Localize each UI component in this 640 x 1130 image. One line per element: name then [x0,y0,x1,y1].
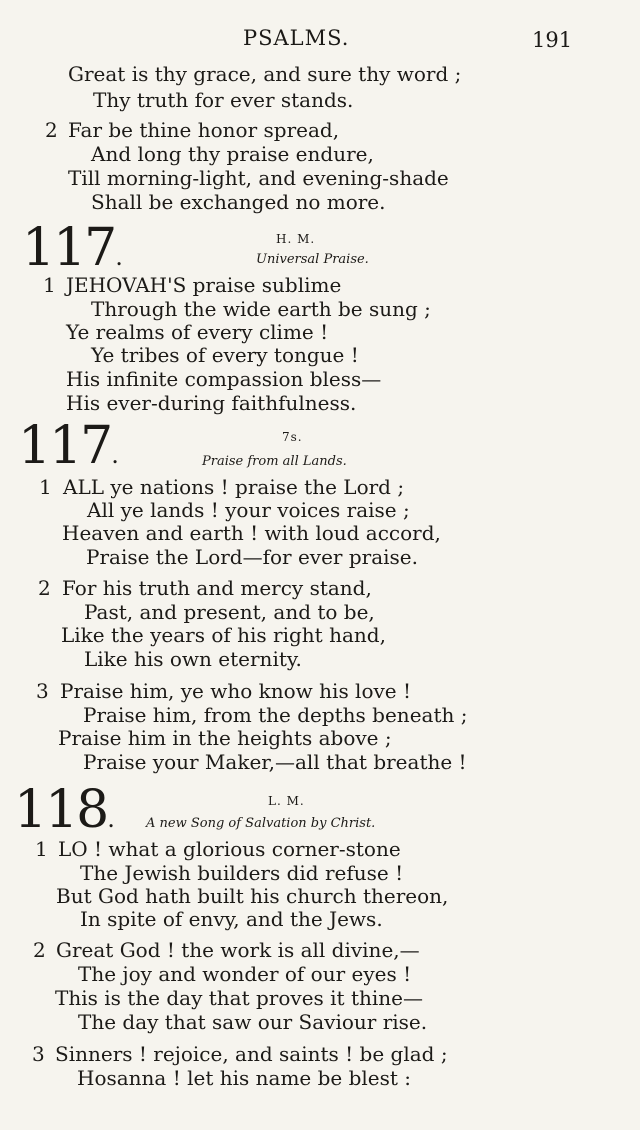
verse-line: Praise him, from the depths beneath ; [83,703,468,727]
verse-line: Hosanna ! let his name be blest : [77,1066,412,1090]
verse-line: Great is thy grace, and sure thy word ; [68,62,462,86]
stanza-number: 3 [32,1042,45,1066]
verse-line: Like the years of his right hand, [61,623,386,647]
hymn-meter: 7s. [282,430,303,444]
verse-line: Shall be exchanged no more. [91,190,386,214]
stanza-number: 1 [39,475,52,499]
running-title: PSALMS. [243,26,350,50]
verse-line: Through the wide earth be sung ; [91,297,431,321]
verse-line: And long thy praise endure, [91,142,374,166]
verse-line: Ye tribes of every tongue ! [91,343,359,367]
verse-line: Praise him in the heights above ; [58,726,392,750]
verse-line: Heaven and earth ! with loud accord, [62,521,441,545]
verse-line: Thy truth for ever stands. [93,88,354,112]
verse-line: His infinite compassion bless— [66,367,382,391]
verse-line: Praise him, ye who know his love ! [60,679,412,703]
stanza-number: 2 [38,576,51,600]
stanza-number: 1 [35,837,48,861]
verse-line: The Jewish builders did refuse ! [80,861,404,885]
hymn-number: 118. [14,780,113,840]
verse-line: JEHOVAH'S praise sublime [66,273,342,297]
verse-line: All ye lands ! your voices raise ; [87,498,410,522]
verse-line: In spite of envy, and the Jews. [80,907,383,931]
verse-line: Past, and present, and to be, [84,600,375,624]
verse-line: Praise the Lord—for ever praise. [86,545,418,569]
stanza-number: 3 [36,679,49,703]
verse-line: This is the day that proves it thine— [55,986,423,1010]
hymn-number: 117. [22,218,121,278]
verse-line: Like his own eternity. [84,647,302,671]
hymn-title: Universal Praise. [256,252,369,267]
hymn-title: A new Song of Salvation by Christ. [146,816,376,831]
verse-line: ALL ye nations ! praise the Lord ; [63,475,405,499]
verse-line: Great God ! the work is all divine,— [56,938,420,962]
verse-line: Praise your Maker,—all that breathe ! [83,750,467,774]
stanza-number: 2 [33,938,46,962]
verse-line: Till morning-light, and evening-shade [68,166,449,190]
verse-line: The day that saw our Saviour rise. [78,1010,428,1034]
hymn-meter: H. M. [276,232,316,246]
verse-line: LO ! what a glorious corner-stone [58,837,401,861]
hymn-title: Praise from all Lands. [202,454,347,469]
hymn-meter: L. M. [268,794,305,808]
stanza-number: 1 [43,273,56,297]
verse-line: Sinners ! rejoice, and saints ! be glad ; [55,1042,448,1066]
verse-line: Ye realms of every clime ! [66,320,329,344]
running-header [0,26,640,56]
hymn-number: 117. [18,416,117,476]
verse-line: For his truth and mercy stand, [62,576,372,600]
page-number: 191 [532,28,573,52]
verse-line: But God hath built his church thereon, [56,884,449,908]
verse-line: His ever-during faithfulness. [66,391,357,415]
verse-line: The joy and wonder of our eyes ! [78,962,412,986]
stanza-number: 2 [45,118,58,142]
verse-line: Far be thine honor spread, [68,118,340,142]
